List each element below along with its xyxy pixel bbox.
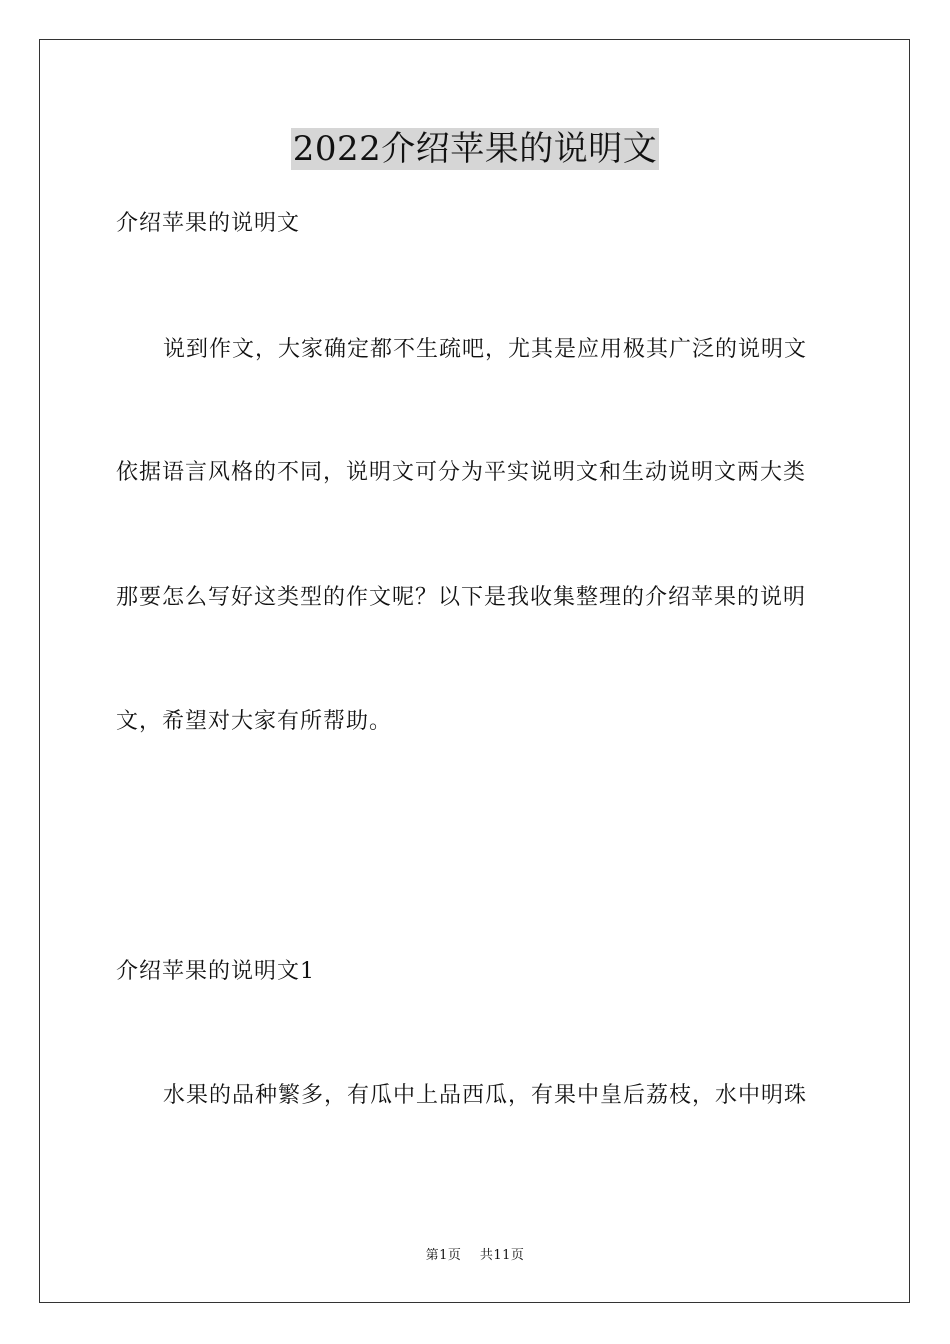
document-subtitle: 介绍苹果的说明文 <box>116 211 301 236</box>
page-footer <box>0 1248 950 1264</box>
page-number: 第1页 <box>425 1248 462 1263</box>
document-title-text: 2022介绍苹果的说明文 <box>292 129 658 169</box>
intro-paragraph-line-1: 说到作文，大家确定都不生疏吧，尤其是应用极其广泛的说明文 <box>163 337 808 362</box>
section-heading: 介绍苹果的说明文1 <box>116 959 315 984</box>
intro-paragraph-line-3: 那要怎么写好这类型的作文呢？以下是我收集整理的介绍苹果的说明 <box>116 585 807 610</box>
intro-paragraph-line-4: 文，希望对大家有所帮助。 <box>116 709 393 734</box>
document-title <box>0 128 950 170</box>
section-paragraph-line-1: 水果的品种繁多，有瓜中上品西瓜，有果中皇后荔枝，水中明珠 <box>163 1083 808 1108</box>
page-total: 共11页 <box>479 1248 525 1263</box>
intro-paragraph-line-2: 依据语言风格的不同，说明文可分为平实说明文和生动说明文两大类 <box>116 460 807 485</box>
